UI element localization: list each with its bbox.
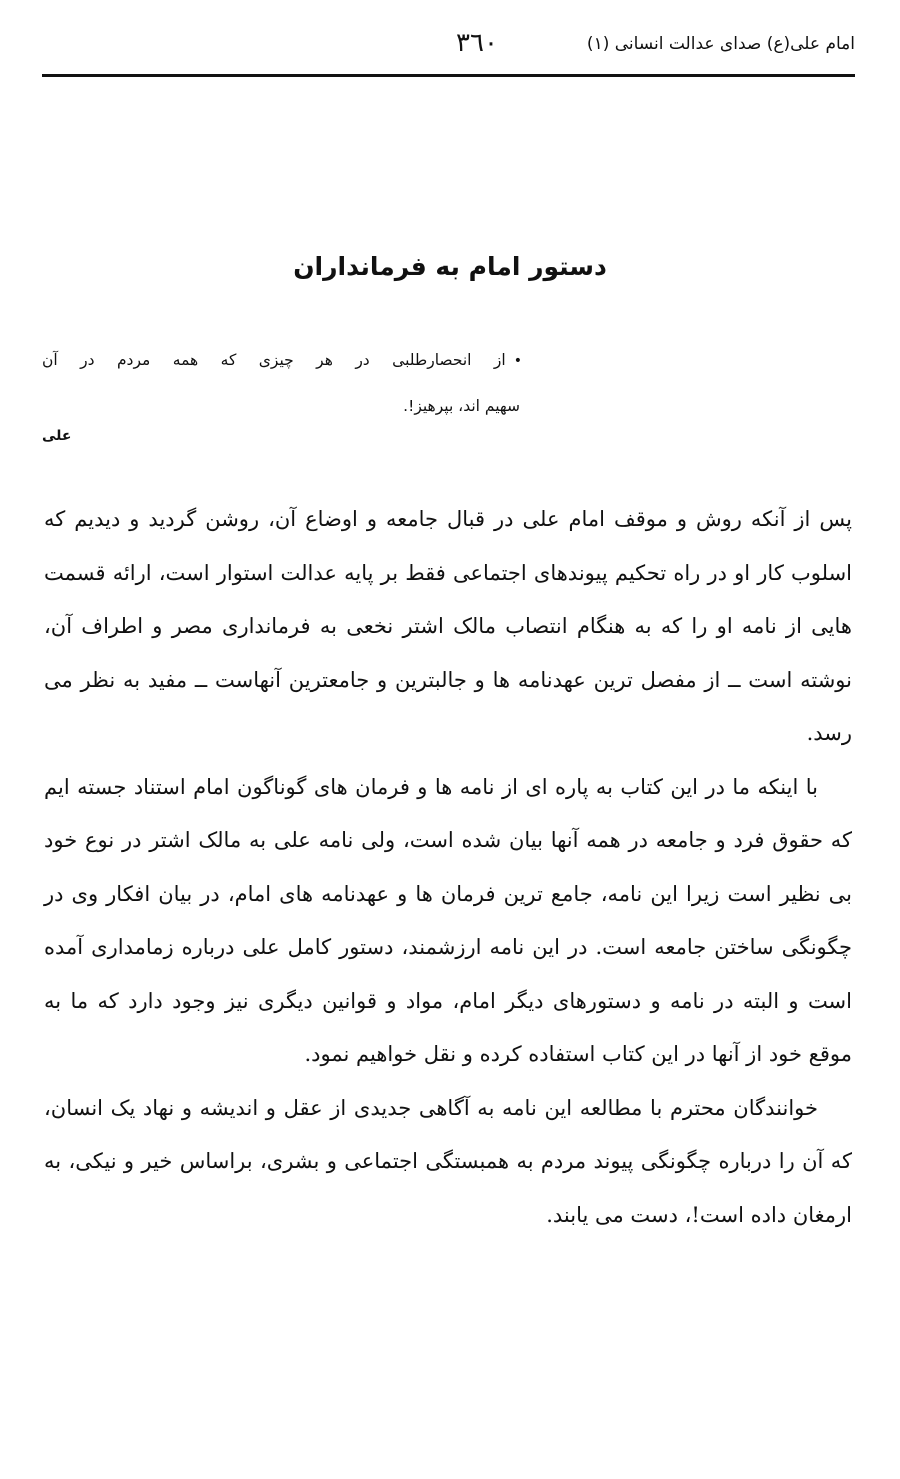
bullet-icon: • bbox=[513, 353, 522, 369]
page-number: ۳٦۰ bbox=[456, 28, 498, 58]
paragraph-1: پس از آنکه روش و موقف امام علی در قبال جامعه و اوضاع آن، روشن گردید و دیدیم که اسلوب کار او در راه تحکیم پیوندهای اجتماعی فقط بر پایه عدالت استوار است، ارائه قسمت هایی از نامه او را که به هنگام انتصاب مالک اشتر نخعی به فرمانداری مصر و اطراف آن، نوشته است ــ از مفصل ترین عهدنامه ها و جالبترین و جامعترین آنهاست ــ مفید به نظر می رسد. bbox=[44, 507, 852, 745]
paragraph-3: خوانندگان محترم با مطالعه این نامه به آگاهی جدیدی از عقل و اندیشه و نهاد یک انسان، که آن را درباره چگونگی پیوند مردم به همبستگی اجتماعی و بشری، براساس خیر و نیکی، به ارمغان داده است!، دست می یابند. bbox=[44, 1095, 852, 1227]
epigraph-text-1: از انحصارطلبی در هر چیزی که همه مردم در آن bbox=[42, 351, 506, 369]
epigraph-line-2: سهیم اند، بپرهیز!. bbox=[403, 397, 520, 415]
epigraph-source: علی bbox=[42, 428, 72, 444]
paragraph-2: با اینکه ما در این کتاب به پاره ای از نامه ها و فرمان های گوناگون امام استناد جسته ایم که حقوق فرد و جامعه در همه آنها بیان شده است، ولی نامه علی به مالک اشتر در نوع خود بی نظیر است زیرا این نامه، جامع ترین فرمان ها و عهدنامه های امام، در بیان افکار وی در چگونگی ساختن جامعه است. در این نامه ارزشمند، دستور کامل علی درباره زمامداری آمده است و البته در نامه و دستورهای دیگر امام، مواد و قوانین دیگری نیز وجود دارد که ما به موقع خود از آنها در این کتاب استفاده کرده و نقل خواهیم نمود. bbox=[44, 774, 852, 1066]
body-text bbox=[44, 493, 852, 1242]
running-head-title: امام علی(ع) صدای عدالت انسانی (۱) bbox=[586, 34, 855, 54]
page-header bbox=[42, 28, 855, 77]
epigraph-quote bbox=[42, 338, 522, 429]
chapter-title: دستور امام به فرمانداران bbox=[293, 252, 607, 281]
epigraph-line-1 bbox=[42, 338, 522, 384]
